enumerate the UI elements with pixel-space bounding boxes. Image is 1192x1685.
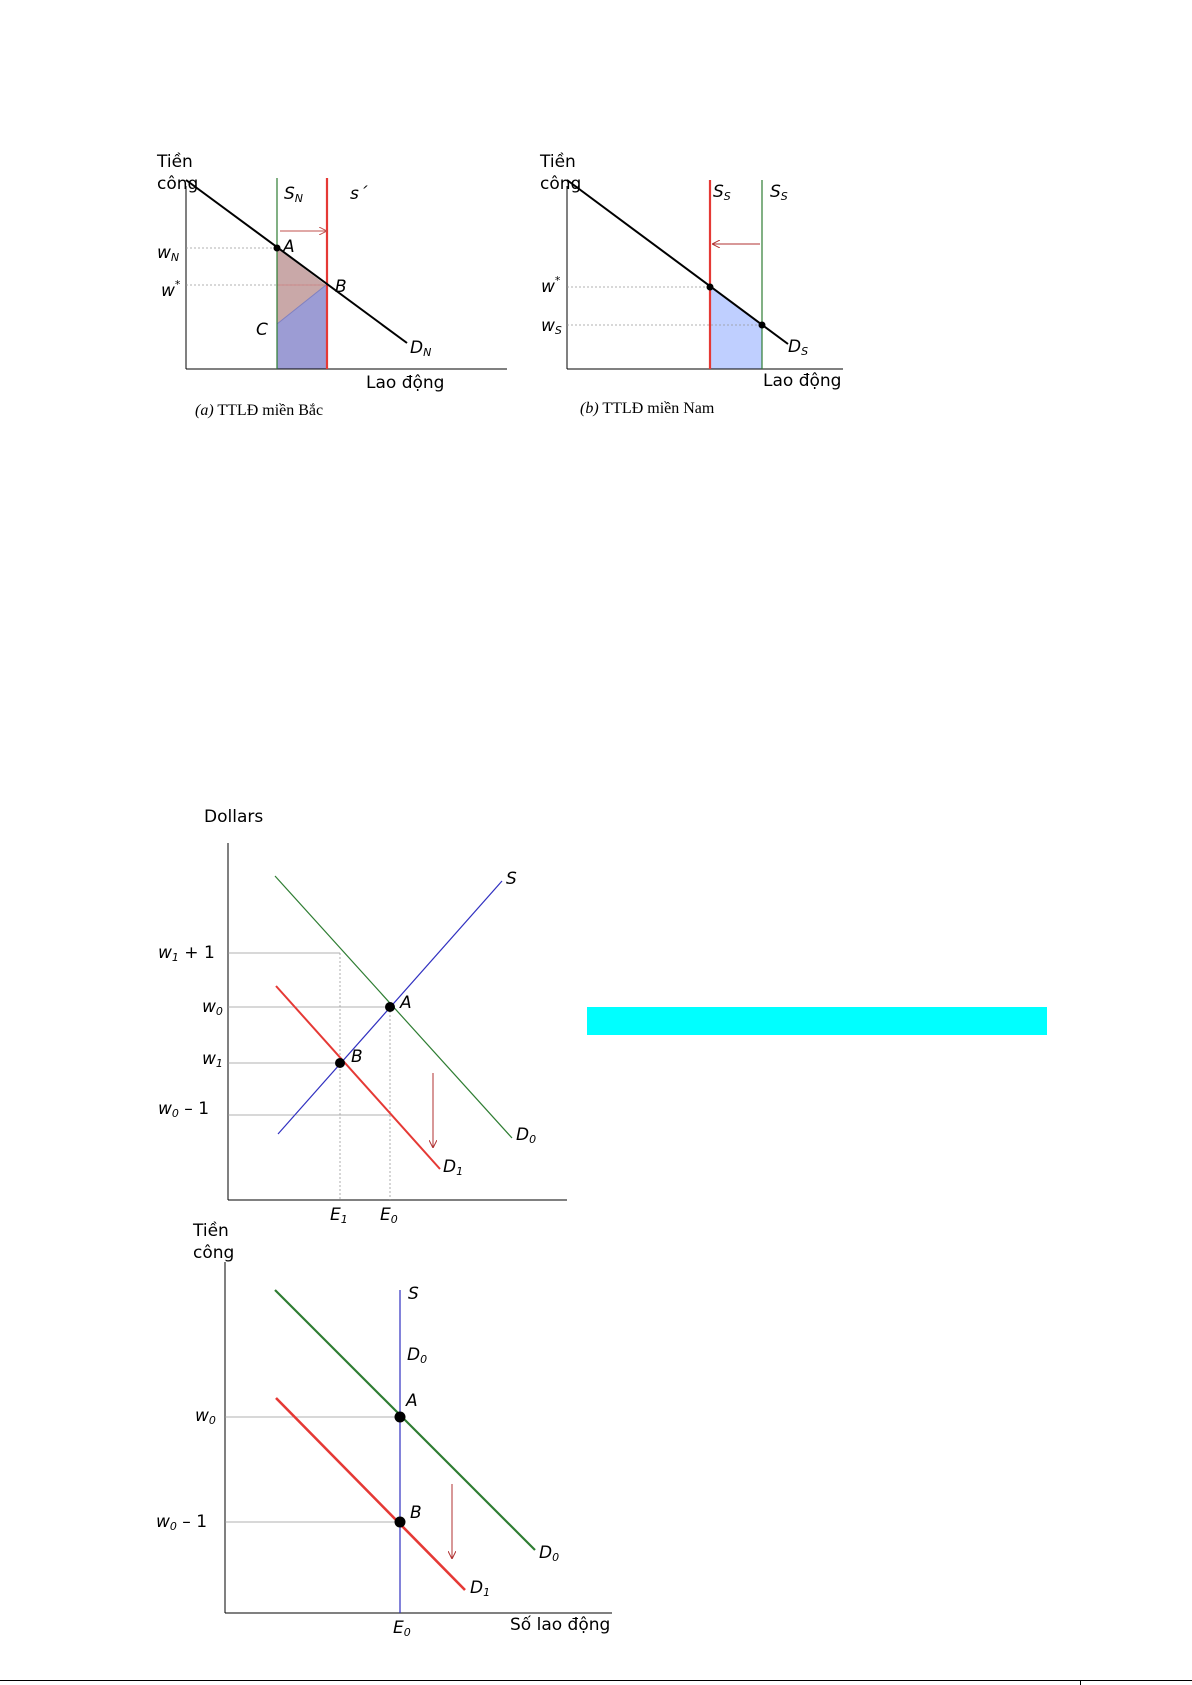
demand-ds-sub: S [801,345,809,358]
demand-d0-label: D [539,1543,553,1563]
ylabel: Dollars [204,807,264,827]
point-b-label: B [351,1047,363,1067]
point-a-label: A [406,1391,418,1411]
caption-text: TTLĐ miền Nam [598,400,715,417]
point-a-dot [395,1412,406,1423]
svg-text:B [410,1503,422,1523]
w0minus-label: w [156,1512,170,1532]
point-b-dot [395,1517,406,1528]
svg-text:Dollars [204,807,263,827]
point-b-label: B [410,1503,422,1523]
svg-text:E0 [380,1205,398,1226]
w0-label: w [202,997,216,1017]
e1-label: E [330,1205,341,1225]
figure-c-dollars-chart [158,807,567,1226]
demand-d0-label: D [516,1125,530,1145]
w1plus-suffix: + 1 [178,943,215,963]
xlabel: Lao động [763,371,842,391]
wage-wn-sub: N [170,251,180,264]
point-c-label: C [256,320,268,340]
svg-text:S [408,1284,419,1304]
w1-label: w [202,1049,216,1069]
w0-label: w [195,1406,209,1426]
wage-wstar-label: w [161,281,175,301]
wage-wstar-sup: * [554,274,561,287]
w0minus-sub: 0 [171,1107,179,1120]
w0-sub: 0 [208,1414,216,1427]
svg-text:A [399,993,412,1013]
demand-dn-label: D [410,338,424,358]
demand-d0-line [275,1290,535,1550]
svg-text:s´ [350,184,368,204]
supply-new-label: S [713,182,724,202]
w0minus-label: w [158,1099,172,1119]
demand-d0-sub: 0 [552,1551,560,1564]
demand-d1-label: D [470,1578,484,1598]
w1-sub: 1 [215,1057,223,1070]
e0-label: E [393,1618,404,1638]
svg-text:D0 [516,1125,536,1146]
svg-text:D0 [539,1543,559,1564]
svg-text:C [256,320,268,340]
svg-text:w* [541,274,561,297]
svg-text:wS [541,316,562,337]
ylabel-line1: Tiền [157,152,193,172]
svg-text:Tiền [156,151,193,172]
caption-label: (a) [195,402,214,419]
svg-text:(a) TTLĐ miền Bắc [195,402,323,419]
svg-text:w1 [202,1049,223,1070]
demand-d1-line [276,1398,465,1590]
supply-old-label: S [770,182,781,202]
svg-text:w1 + 1 [158,943,215,964]
wage-ws-label: w [541,316,555,336]
ylabel-line1: Tiền [193,1221,229,1241]
ylabel-line2: công [193,1243,235,1263]
supply-s-label: S [506,869,517,889]
supply-s-label: S [408,1284,419,1304]
demand-d0-top-sub: 0 [420,1353,428,1366]
svg-text:B [351,1047,363,1067]
svg-text:Tiền [539,151,576,172]
point-wstar-dot [707,284,714,291]
svg-text:(b) TTLĐ miền Nam [580,400,715,417]
svg-text:w0 – 1 [158,1099,209,1120]
e1-sub: 1 [340,1213,348,1226]
w1plus-label: w [158,943,172,963]
demand-d1-line [276,986,440,1169]
ylabel-line1: Tiền [540,152,576,172]
svg-text:Số lao động [510,1614,610,1635]
w0minus-suffix: – 1 [178,1099,210,1119]
svg-text:DN [410,338,431,359]
figure-a-north-labor-market [156,151,507,419]
svg-text:DS [788,337,808,358]
svg-text:w0 – 1 [156,1512,207,1533]
point-a-label: A [400,993,412,1013]
demand-d1-label: D [443,1157,457,1177]
caption-label: (b) [580,400,599,417]
svg-text:E0 [393,1618,411,1639]
ylabel-line2: công [540,174,582,194]
svg-text:E1 [330,1205,348,1226]
ylabel-line2: công [157,174,199,194]
supply-sprime-label: s´ [350,184,368,204]
point-a-dot [385,1002,395,1012]
svg-text:D0 [407,1345,427,1366]
svg-text:SS [713,182,731,203]
svg-text:công [540,174,581,194]
demand-ds-line [567,180,788,344]
svg-text:w0 [202,997,223,1018]
xlabel: Lao động [366,373,445,393]
e0-sub: 0 [403,1626,411,1639]
wage-wstar-label: w [541,277,555,297]
demand-d0-top-label: D [407,1345,421,1365]
point-ws-dot [759,322,766,329]
e0-sub: 0 [390,1213,398,1226]
point-b-dot [335,1058,345,1068]
w0minus-sub: 0 [169,1520,177,1533]
demand-dn-sub: N [423,346,432,359]
demand-d1-sub: 1 [456,1165,464,1178]
svg-text:w* [161,278,181,301]
point-a-dot [274,245,281,252]
w1plus-sub: 1 [171,951,179,964]
svg-text:D1 [470,1578,490,1599]
svg-text:SN [284,184,303,205]
svg-text:w0 [195,1406,216,1427]
figure-b-south-labor-market [539,151,843,417]
supply-sn-label: S [284,184,295,204]
demand-ds-label: D [788,337,802,357]
svg-text:A [405,1391,418,1411]
svg-text:SS [770,182,788,203]
supply-old-sub: S [780,190,788,203]
area-lightblue-region [710,287,762,369]
w0minus-suffix: – 1 [176,1512,208,1532]
wage-wn-label: w [157,243,171,263]
svg-text:wN [157,243,179,264]
caption-text: TTLĐ miền Bắc [213,402,324,419]
svg-text:B [335,277,347,297]
e0-label: E [380,1205,391,1225]
point-a-label: A [283,237,295,257]
demand-d0-sub: 0 [529,1133,537,1146]
svg-text:A [282,237,295,257]
supply-new-sub: S [723,190,731,203]
figure-d-fixed-supply-chart [156,1220,612,1639]
svg-text:Tiền [192,1220,229,1241]
point-b-label: B [335,277,347,297]
svg-text:công [157,174,198,194]
xlabel: Số lao động [510,1615,611,1635]
w0-sub: 0 [215,1005,223,1018]
svg-text:Lao động [366,373,444,393]
svg-text:D1 [443,1157,463,1178]
wage-wstar-sup: * [174,278,181,291]
demand-d1-sub: 1 [483,1586,491,1599]
svg-text:công [193,1243,234,1263]
wage-ws-sub: S [554,324,562,337]
svg-text:S [506,869,517,889]
supply-sn-sub: N [294,192,304,205]
svg-text:Lao động [763,371,841,391]
